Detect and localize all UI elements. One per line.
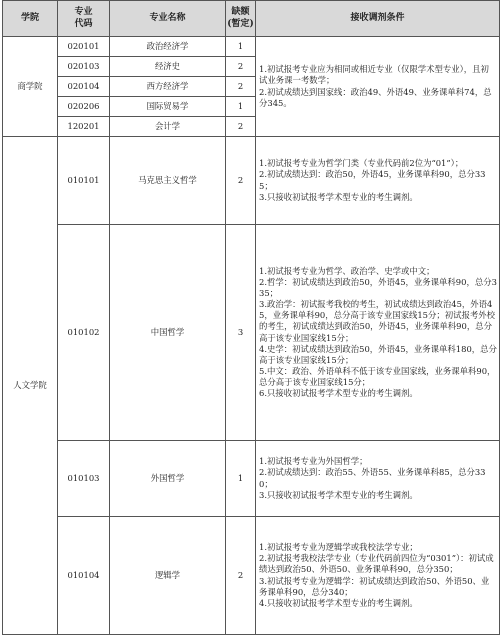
condition-line: 1.初试报考专业为逻辑学或我校法学专业； <box>259 542 418 553</box>
name-cell: 中国哲学 <box>110 225 226 441</box>
code-cell: 010104 <box>58 517 110 635</box>
condition-line: 3.政治学：初试报考我校的考生，初试成绩达到政治45，外语45，业务课单科90，总分高于该专业国家线15分；初试报考外校的考生，初试成绩达到政治50，外语45，业务课单科90，总分高于该专业国家线15分； <box>259 299 496 343</box>
condition-line: 2.初试成绩达到：政治50，外语45，业务课单科90，总分335； <box>259 169 486 191</box>
condition-line: 3.只接收初试报考学术型专业的考生调剂。 <box>259 191 418 202</box>
conditions-cell <box>256 441 500 517</box>
header-code-text: 专业 代码 <box>74 7 93 29</box>
condition-line: 3.只接收初试报考学术型专业的考生调剂。 <box>259 489 418 500</box>
header-name: 专业名称 <box>110 1 226 37</box>
name-cell: 国际贸易学 <box>110 97 226 117</box>
header-vacancy <box>226 1 256 37</box>
name-cell: 政治经济学 <box>110 37 226 57</box>
vacancy-cell: 2 <box>226 137 256 225</box>
header-code <box>58 1 110 37</box>
vacancy-cell: 1 <box>226 37 256 57</box>
vacancy-cell: 1 <box>226 441 256 517</box>
code-cell: 120201 <box>58 117 110 137</box>
code-cell: 010103 <box>58 441 110 517</box>
vacancy-cell: 1 <box>226 97 256 117</box>
condition-line: 3.初试报考专业为逻辑学：初试成绩达到政治50、外语50、业务课单科90，总分340； <box>259 575 490 597</box>
condition-line: 2.初试报考我校法学专业（专业代码前四位为“0301”）：初试成绩达到政治50、外语50、业务课单科90，总分350； <box>259 553 494 575</box>
conditions-cell <box>256 137 500 225</box>
condition-line: 5.中文：政治、外语单科不低于该专业国家线，业务课单科90，总分高于该专业国家线15分； <box>259 365 496 387</box>
code-cell: 020103 <box>58 57 110 77</box>
vacancy-cell: 3 <box>226 225 256 441</box>
header-conditions: 接收调剂条件 <box>256 1 500 37</box>
college-cell: 人文学院 <box>3 137 58 635</box>
conditions-cell <box>256 225 500 441</box>
condition-line: 6.只接收初试报考学术型专业的考生调剂。 <box>259 387 418 398</box>
condition-line: 2.初试成绩达到：政治55、外语55、业务课单科85，总分330； <box>259 467 486 489</box>
adjustment-table <box>2 0 500 635</box>
vacancy-cell: 2 <box>226 117 256 137</box>
name-cell: 外国哲学 <box>110 441 226 517</box>
name-cell: 经济史 <box>110 57 226 77</box>
condition-line: 2.初试成绩达到国家线：政治49、外语49、业务课单科74，总分345。 <box>259 86 492 108</box>
conditions-cell <box>256 37 500 137</box>
code-cell: 020104 <box>58 77 110 97</box>
header-college: 学院 <box>3 1 58 37</box>
code-cell: 020101 <box>58 37 110 57</box>
condition-line: 4.只接收初试报考学术型专业的考生调剂。 <box>259 597 418 608</box>
code-cell: 010102 <box>58 225 110 441</box>
name-cell: 西方经济学 <box>110 77 226 97</box>
conditions-cell <box>256 517 500 635</box>
condition-line: 2.哲学：初试成绩达到政治50，外语45，业务课单科90，总分335； <box>259 277 497 299</box>
header-vacancy-text: 缺额 (暂定) <box>227 7 254 29</box>
vacancy-cell: 2 <box>226 517 256 635</box>
code-cell: 020206 <box>58 97 110 117</box>
code-cell: 010101 <box>58 137 110 225</box>
condition-line: 1.初试报考专业为哲学、政治学、史学或中文； <box>259 265 435 276</box>
condition-line: 1.初试报考专业应为相同或相近专业（仅限学术型专业），且初试业务课一考数学； <box>259 64 489 86</box>
condition-line: 1.初试报考专业为哲学门类（专业代码前2位为“01”）； <box>259 158 464 169</box>
vacancy-cell: 2 <box>226 77 256 97</box>
college-cell: 商学院 <box>3 37 58 137</box>
name-cell: 会计学 <box>110 117 226 137</box>
name-cell: 逻辑学 <box>110 517 226 635</box>
condition-line: 4.史学：初试成绩达到政治50，外语45，业务课单科180，总分高于该专业国家线15分； <box>259 343 497 365</box>
condition-line: 1.初试报考专业为外国哲学； <box>259 456 368 467</box>
name-cell: 马克思主义哲学 <box>110 137 226 225</box>
vacancy-cell: 2 <box>226 57 256 77</box>
